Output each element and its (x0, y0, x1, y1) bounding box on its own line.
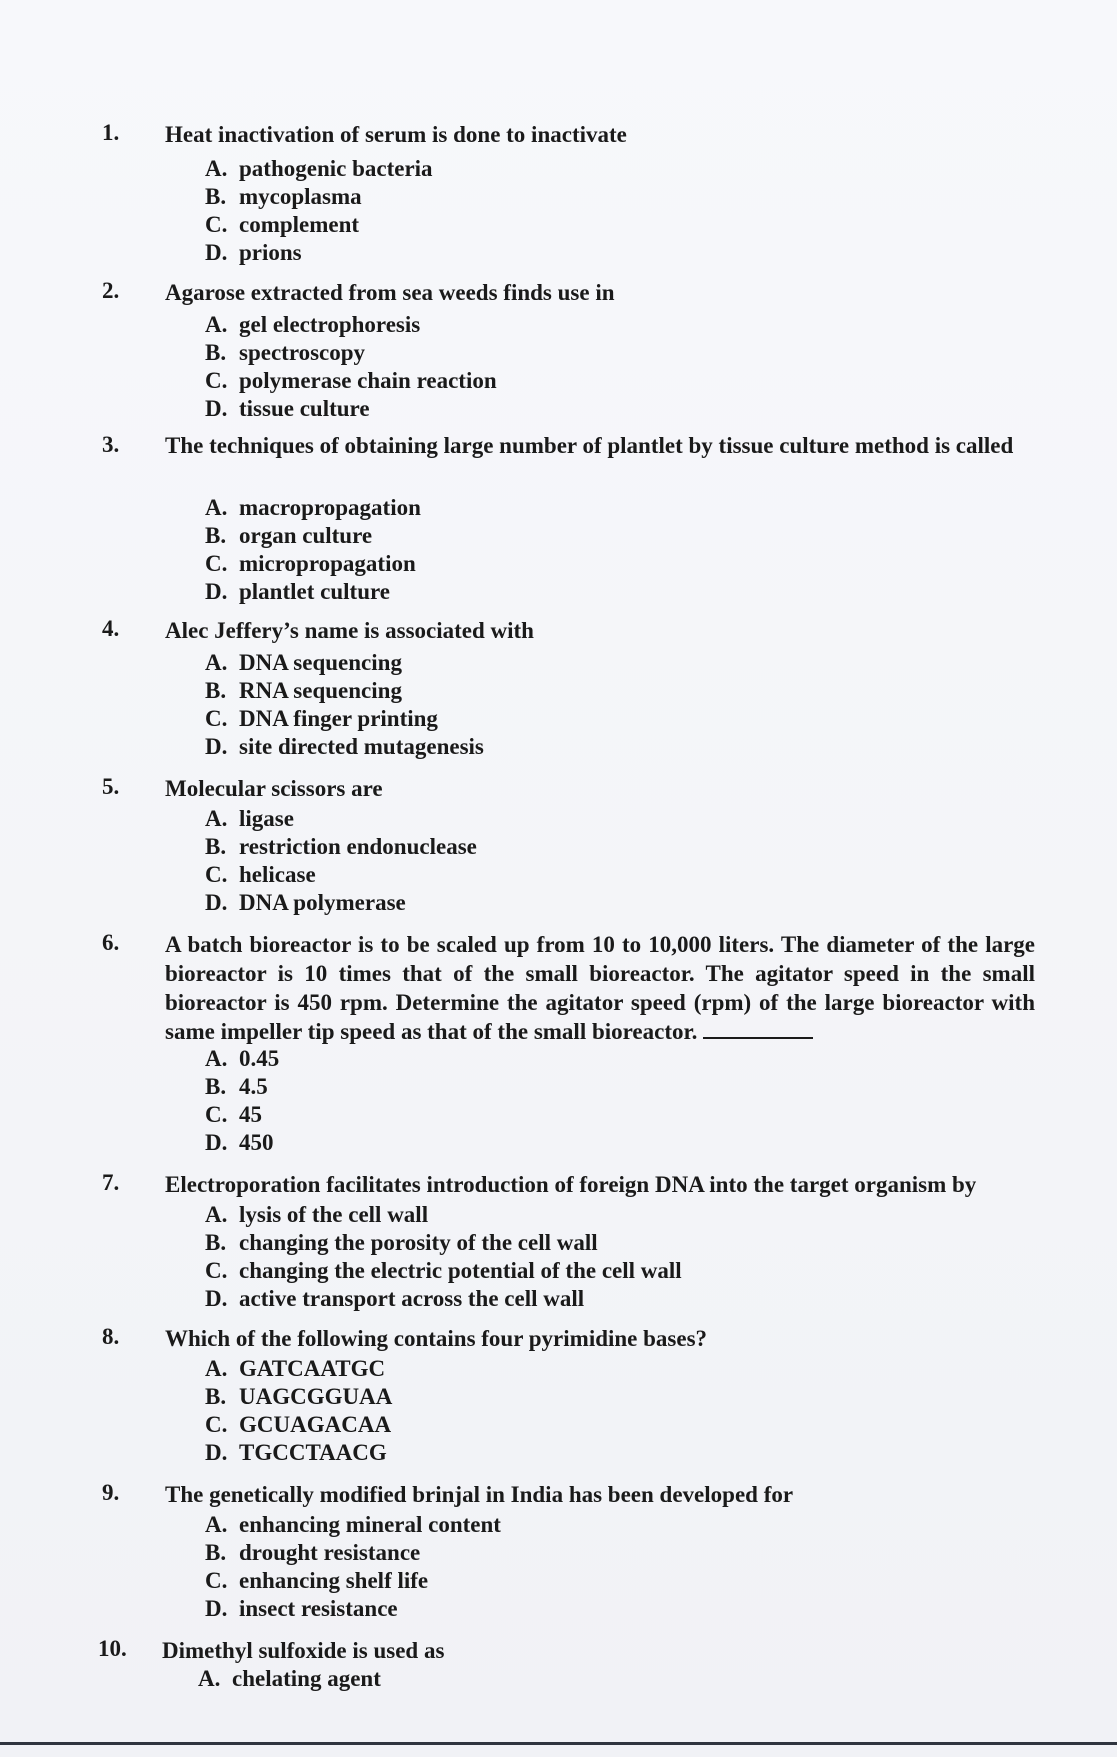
option-b: B. UAGCGGUAA (205, 1384, 393, 1409)
question-text: Which of the following contains four pyrimidine bases? (165, 1326, 708, 1351)
option-c: C. GCUAGACAA (205, 1412, 392, 1437)
option-c: C. micropropagation (205, 551, 416, 576)
option-b: B. spectroscopy (205, 340, 366, 365)
option-c: C. complement (205, 212, 360, 237)
question-number: 4. (102, 616, 120, 641)
option-d: D. insect resistance (205, 1596, 398, 1621)
option-c: C. changing the electric potential of the cell wall (205, 1258, 682, 1283)
question-number: 2. (102, 278, 120, 303)
option-c: C. DNA finger printing (205, 706, 438, 731)
question-text: Agarose extracted from sea weeds finds use in (165, 280, 615, 305)
option-d: D. active transport across the cell wall (205, 1286, 585, 1311)
option-a: A. ligase (205, 806, 294, 831)
question-text: Dimethyl sulfoxide is used as (162, 1638, 445, 1663)
question-text: Alec Jeffery’s name is associated with (165, 618, 534, 643)
question-text: The techniques of obtaining large number of plantlet by tissue culture method is called (165, 433, 1014, 458)
question-text: A batch bioreactor is to be scaled up from 10 to 10,000 liters. The diameter of the large bioreactor is 10 times that of the small bioreactor. The agitator speed in the small bioreactor is 450 rpm. Determine the agitator speed (rpm) of the large bioreactor with same impeller tip speed as that of the small bioreactor. (165, 932, 1035, 1044)
option-d: D. site directed mutagenesis (205, 734, 484, 759)
question-text: The genetically modified brinjal in India has been developed for (165, 1482, 794, 1507)
option-a: A. macropropagation (205, 495, 421, 520)
bottom-border-line (0, 1742, 1117, 1745)
question-number: 5. (102, 774, 120, 799)
option-b: B. RNA sequencing (205, 678, 402, 703)
option-c: C. polymerase chain reaction (205, 368, 497, 393)
question-number: 6. (102, 930, 120, 955)
question-text: Molecular scissors are (165, 776, 383, 801)
question-number: 9. (102, 1480, 120, 1505)
option-c: C. enhancing shelf life (205, 1568, 429, 1593)
question-text: Electroporation facilitates introduction of foreign DNA into the target organism by (165, 1172, 977, 1197)
question-number: 1. (102, 120, 120, 145)
option-b: B. restriction endonuclease (205, 834, 477, 859)
option-a: A. enhancing mineral content (205, 1512, 501, 1537)
option-a: A. lysis of the cell wall (205, 1202, 429, 1227)
option-c: C. helicase (205, 862, 316, 887)
option-d: D. 450 (205, 1130, 274, 1155)
option-c: C. 45 (205, 1102, 262, 1127)
question-number: 7. (102, 1170, 120, 1195)
question-number: 3. (102, 432, 120, 457)
option-d: D. plantlet culture (205, 579, 390, 604)
option-a: A. DNA sequencing (205, 650, 402, 675)
option-a: A. GATCAATGC (205, 1356, 386, 1381)
option-b: B. drought resistance (205, 1540, 421, 1565)
option-d: D. TGCCTAACG (205, 1440, 387, 1465)
option-b: B. mycoplasma (205, 184, 362, 209)
question-text: Heat inactivation of serum is done to inactivate (165, 122, 627, 147)
option-d: D. prions (205, 240, 302, 265)
option-b: B. organ culture (205, 523, 373, 548)
option-d: D. DNA polymerase (205, 890, 406, 915)
option-a: A. pathogenic bacteria (205, 156, 433, 181)
answer-blank (703, 1019, 813, 1039)
option-a: A. 0.45 (205, 1046, 280, 1071)
option-b: B. 4.5 (205, 1074, 268, 1099)
option-d: D. tissue culture (205, 396, 370, 421)
question-number: 10. (98, 1636, 127, 1661)
question-number: 8. (102, 1324, 120, 1349)
option-a: A. gel electrophoresis (205, 312, 421, 337)
option-a: A. chelating agent (198, 1666, 381, 1691)
option-b: B. changing the porosity of the cell wall (205, 1230, 598, 1255)
